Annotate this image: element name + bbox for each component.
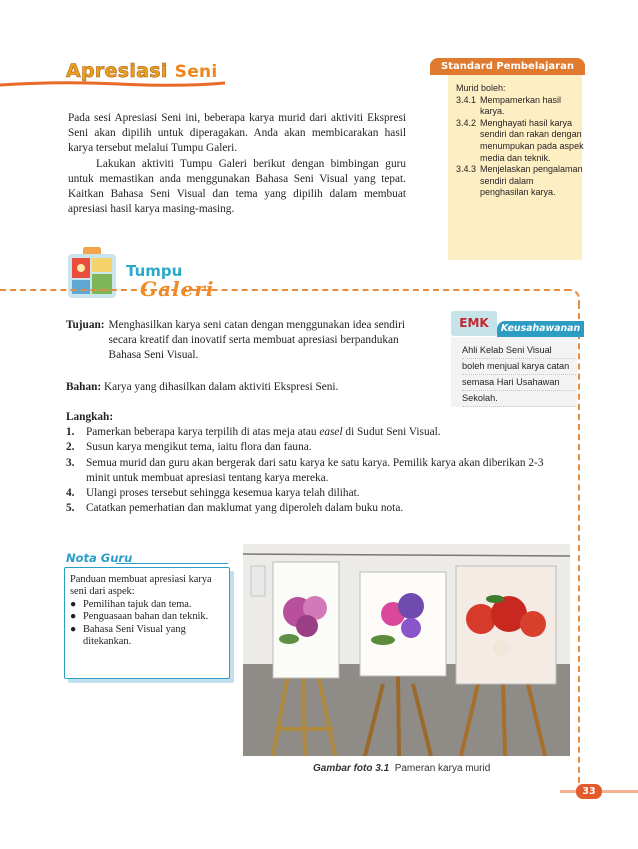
- standard-item: [456, 95, 584, 118]
- title-part1: Apresiasi: [66, 60, 168, 82]
- title-part2: Seni: [174, 62, 218, 82]
- emk-line: Ahli Kelab Seni Visual: [462, 343, 576, 359]
- dashed-divider: [0, 289, 570, 291]
- step-text: Susun karya mengikut tema, iaitu flora dan fauna.: [86, 441, 312, 454]
- standard-heading: Standard Pembelajaran: [430, 58, 585, 75]
- step-emphasis: easel: [319, 426, 343, 439]
- nota-bullet: [70, 599, 226, 611]
- step-text: Catatkan pemerhatian dan maklumat yang diperoleh dalam buku nota.: [86, 502, 404, 515]
- bahan-text: Karya yang dihasilkan dalam aktiviti Ekspresi Seni.: [104, 381, 339, 393]
- exhibition-photo-illustration: [243, 544, 570, 756]
- langkah-heading: Langkah:: [66, 411, 114, 423]
- bullet-dot-icon: ●: [70, 611, 77, 623]
- caption-number: 3.1: [375, 763, 390, 774]
- nota-bullet-text: Bahasa Seni Visual yang ditekankan.: [83, 623, 186, 648]
- standard-item-text: Mempamerkan hasil karya.: [480, 94, 562, 117]
- page-number: 33: [576, 784, 602, 799]
- step-text: Ulangi proses tersebut sehingga kesemua karya telah dilihat.: [86, 487, 360, 500]
- step-item: [66, 456, 566, 486]
- dashed-side-line: [578, 303, 580, 793]
- nota-bullet: [70, 611, 226, 623]
- step-text-part: Pamerkan beberapa karya terpilih di atas meja atau: [86, 426, 320, 439]
- bullet-dot-icon: ●: [70, 598, 77, 610]
- intro-paragraph-1: Pada sesi Apresiasi Seni ini, beberapa karya murid dari aktiviti Ekspresi Seni akan dipilih untuk diperagakan. Anda akan membicarakan hasil karya tersebut melalui Tumpu Galeri.: [68, 112, 406, 155]
- nota-lead: Panduan membuat apresiasi karya seni dari aspek:: [70, 574, 212, 598]
- standard-item: [456, 164, 584, 199]
- bullet-dot-icon: ●: [70, 623, 77, 635]
- step-number: 3.: [66, 456, 75, 469]
- tujuan-text: Menghasilkan karya seni catan dengan menggunakan idea sendiri secara kreatif dan inovatif serta membuat apresiasi berpandukan Bahasa Seni Visual.: [108, 319, 405, 362]
- standard-content: [456, 83, 584, 199]
- step-text: Semua murid dan guru akan bergerak dari satu karya ke satu karya. Pemilik karya akan diberikan 2-3 minit untuk membuat apresiasi tentang karya mereka.: [86, 456, 544, 484]
- emk-line: semasa Hari Usahawan: [462, 375, 576, 391]
- exhibition-photo: [243, 544, 570, 756]
- step-text-part: di Sudut Seni Visual.: [342, 426, 441, 439]
- standard-item-number: 3.4.2: [456, 117, 477, 128]
- tujuan-label: Tujuan:: [66, 319, 105, 331]
- nota-title-underline: [116, 563, 228, 564]
- emk-text: [462, 343, 576, 407]
- bahan-block: [66, 380, 424, 395]
- caption-text: Pameran karya murid: [394, 763, 491, 774]
- dashed-corner: [566, 289, 580, 303]
- standard-lead: Murid boleh:: [456, 83, 506, 93]
- nota-guru-text: [70, 574, 226, 648]
- title-swoosh-decoration: [0, 79, 225, 89]
- intro-paragraph-2: Lakukan aktiviti Tumpu Galeri berikut dengan bimbingan guru untuk memastikan anda menggunakan Bahasa Seni Visual yang tepat. Kaitkan Bahasa Seni Visual dan tema yang dipilih dalam membuat apresiasi hasil karya masing-masing.: [68, 157, 406, 216]
- emk-heading: Keusahawanan: [497, 321, 584, 337]
- step-item: [66, 486, 566, 501]
- photo-caption: [313, 763, 490, 774]
- step-item: [66, 425, 566, 440]
- step-item: [66, 440, 566, 455]
- caption-label: Gambar foto: [313, 763, 373, 774]
- standard-item-number: 3.4.1: [456, 94, 477, 105]
- standard-item-text: Menghayati hasil karya sendiri dan rakan dengan menumpukan pada aspek media dan teknik.: [480, 117, 584, 163]
- nota-bullet-text: Pemilihan tajuk dan tema.: [83, 598, 192, 610]
- emk-line: Sekolah.: [462, 391, 576, 407]
- gallery-icon: [66, 246, 118, 300]
- standard-item-text: Menjelaskan pengalaman sendiri dalam penghasilan karya.: [480, 164, 583, 198]
- step-number: 4.: [66, 487, 75, 500]
- step-number: 1.: [66, 426, 75, 439]
- nota-bullet: [70, 624, 226, 649]
- galeri-title-1: Tumpu: [126, 262, 183, 280]
- standard-item-number: 3.4.3: [456, 164, 477, 175]
- emk-line: boleh menjual karya catan: [462, 359, 576, 375]
- nota-bullet-text: Penguasaan bahan dan teknik.: [83, 611, 209, 623]
- emk-icon: EMK: [451, 311, 497, 336]
- standard-item: [456, 118, 584, 164]
- langkah-section: [66, 410, 566, 516]
- step-number: 5.: [66, 502, 75, 515]
- step-item: [66, 501, 566, 516]
- bahan-label: Bahan:: [66, 381, 102, 393]
- step-text: [86, 425, 441, 440]
- step-number: 2.: [66, 441, 75, 454]
- tujuan-block: [66, 318, 424, 364]
- nota-guru-title: Nota Guru: [66, 551, 133, 565]
- intro-text: [68, 111, 406, 217]
- galeri-title-2: Galeri: [140, 277, 215, 301]
